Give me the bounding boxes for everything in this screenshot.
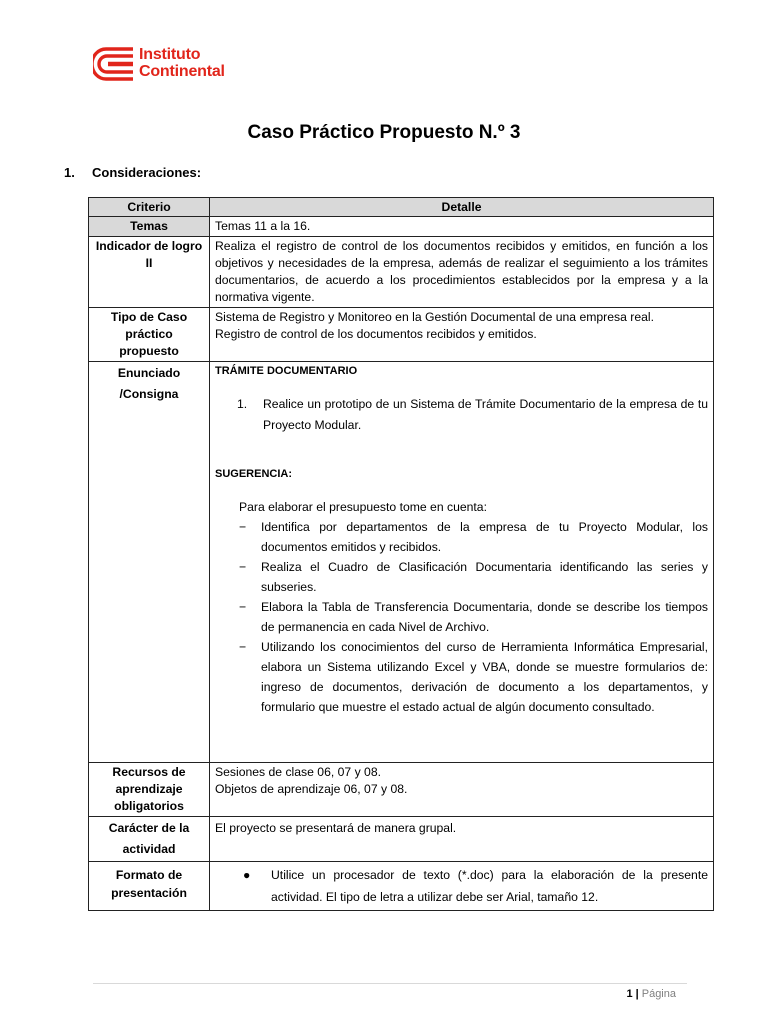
bullet-marker: ● [243, 868, 251, 882]
dash-marker: − [239, 560, 247, 574]
sugerencia-heading: SUGERENCIA: [215, 468, 293, 480]
caracter-value: El proyecto se presentará de manera grupal. [210, 817, 714, 862]
header-criterio: Criterio [89, 198, 210, 217]
considerations-table [88, 197, 714, 911]
item-text: Utilice un procesador de texto (*.doc) para la elaboración de la presente actividad. El tipo de letra a utilizar debe ser Arial, tamaño 12. [271, 868, 708, 904]
table-row-recursos [89, 763, 714, 817]
recursos-label: Recursos de aprendizaje obligatorios [89, 763, 210, 817]
item-text: Realice un prototipo de un Sistema de Trámite Documentario de la empresa de tu Proyecto Modular. [263, 397, 708, 432]
table-row-temas [89, 217, 714, 237]
page-footer [627, 988, 676, 1000]
tipo-line-1: Sistema de Registro y Monitoreo en la Gestión Documental de una empresa real. [215, 310, 654, 324]
dash-marker: − [239, 520, 247, 534]
item-text: Elabora la Tabla de Transferencia Documentaria, donde se describe los tiempos de permanencia en cada Nivel de Archivo. [261, 600, 708, 634]
item-text: Realiza el Cuadro de Clasificación Documentaria identificando las series y subseries. [261, 560, 708, 594]
tipo-line-2: Registro de control de los documentos recibidos y emitidos. [215, 327, 537, 341]
caracter-label: Carácter de la actividad [89, 817, 210, 862]
recursos-line-1: Sesiones de clase 06, 07 y 08. [215, 765, 381, 779]
list-item [239, 557, 708, 597]
footer-separator: | [635, 988, 639, 1000]
section-label: Consideraciones: [92, 165, 202, 180]
list-item [239, 597, 708, 637]
table-header-row [89, 198, 714, 217]
table-row-formato [89, 862, 714, 911]
enunciado-label: Enunciado /Consigna [89, 362, 210, 763]
temas-value: Temas 11 a la 16. [210, 217, 714, 237]
indicador-label: Indicador de logro II [89, 237, 210, 308]
sugerencia-intro: Para elaborar el presupuesto tome en cuenta: [239, 500, 487, 514]
formato-label: Formato de presentación [89, 862, 210, 911]
header-detalle: Detalle [210, 198, 714, 217]
list-item [239, 517, 708, 557]
item-number: 1. [237, 397, 248, 411]
tipo-label: Tipo de Caso práctico propuesto [89, 308, 210, 362]
continental-logo-icon [93, 47, 135, 81]
list-item [237, 394, 708, 436]
indicador-value: Realiza el registro de control de los documentos recibidos y emitidos, en función a los objetivos y necesidades de la empresa, además de realizar el seguimiento a los trámites documentarios, de acuerdo a los procedimientos establecidos por la empresa y a la normativa vigente. [210, 237, 714, 308]
institute-logo [93, 45, 263, 85]
section-number: 1. [64, 165, 75, 180]
item-text: Utilizando los conocimientos del curso de Herramienta Informática Empresarial, elabora un Sistema utilizando Excel y VBA, donde se muestre formularios de: ingreso de documentos, derivación de documento a los departamentos, y formulario que muestre el estado actual de algún documento consultado. [261, 640, 708, 714]
table-row-tipo [89, 308, 714, 362]
section-heading [64, 165, 201, 180]
temas-label: Temas [89, 217, 210, 237]
page-number: 1 [626, 988, 633, 1000]
footer-divider [93, 983, 687, 984]
recursos-value [210, 763, 714, 817]
list-item [239, 637, 708, 717]
table-row-caracter [89, 817, 714, 862]
list-item [239, 864, 708, 908]
formato-value [210, 862, 714, 911]
table-row-enunciado [89, 362, 714, 763]
enunciado-value [210, 362, 714, 763]
dash-marker: − [239, 600, 247, 614]
logo-line-2: Continental [139, 63, 225, 80]
recursos-line-2: Objetos de aprendizaje 06, 07 y 08. [215, 782, 408, 796]
table-row-indicador [89, 237, 714, 308]
document-title: Caso Práctico Propuesto N.º 3 [247, 122, 521, 143]
tramite-heading: TRÁMITE DOCUMENTARIO [215, 365, 358, 377]
item-text: Identifica por departamentos de la empresa de tu Proyecto Modular, los documentos emitidos y recibidos. [261, 520, 708, 554]
logo-line-1: Instituto [139, 46, 201, 63]
dash-marker: − [239, 640, 247, 654]
page-label: Página [641, 988, 676, 1000]
tipo-value [210, 308, 714, 362]
